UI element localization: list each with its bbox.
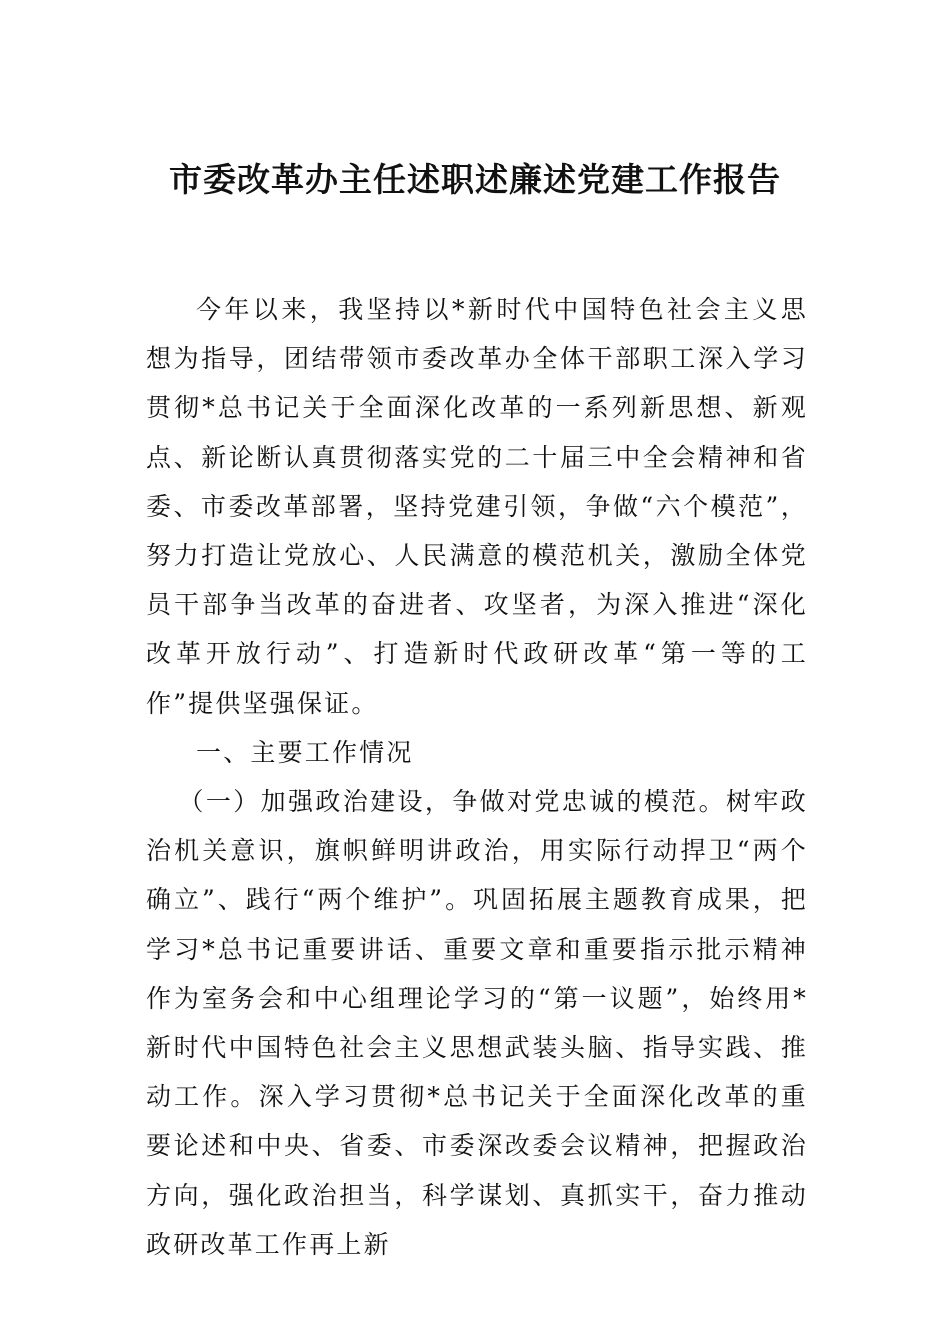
document-title: 市委改革办主任述职述廉述党建工作报告 (169, 160, 781, 199)
paragraph-intro: 今年以来，我坚持以*新时代中国特色社会主义思想为指导，团结带领市委改革办全体干部职工深入学习贯彻*总书记关于全面深化改革的一系列新思想、新观点、新论断认真贯彻落实党的二十届三中全会精神和省委、市委改革部署，坚持党建引领，争做“六个模范”，努力打造让党放心、人民满意的模范机关，激励全体党员干部争当改革的奋进者、攻坚者，为深入推进“深化改革开放行动”、打造新时代政研改革“第一等的工作”提供坚强保证。 (146, 295, 808, 718)
paragraph-political-construction: （一）加强政治建设，争做对党忠诚的模范。树牢政治机关意识，旗帜鲜明讲政治，用实际行动捍卫“两个确立”、践行“两个维护”。巩固拓展主题教育成果，把学习*总书记重要讲话、重要文章和重要指示批示精神作为室务会和中心组理论学习的“第一议题”，始终用*新时代中国特色社会主义思想武装头脑、指导实践、推动工作。深入学习贯彻*总书记关于全面深化改革的重要论述和中央、省委、市委深改委会议精神，把握政治方向，强化政治担当，科学谋划、真抓实干，奋力推动政研改革工作再上新 (146, 787, 808, 1259)
document-body (146, 285, 808, 1269)
section-heading-main-work: 一、主要工作情况 (196, 737, 414, 767)
